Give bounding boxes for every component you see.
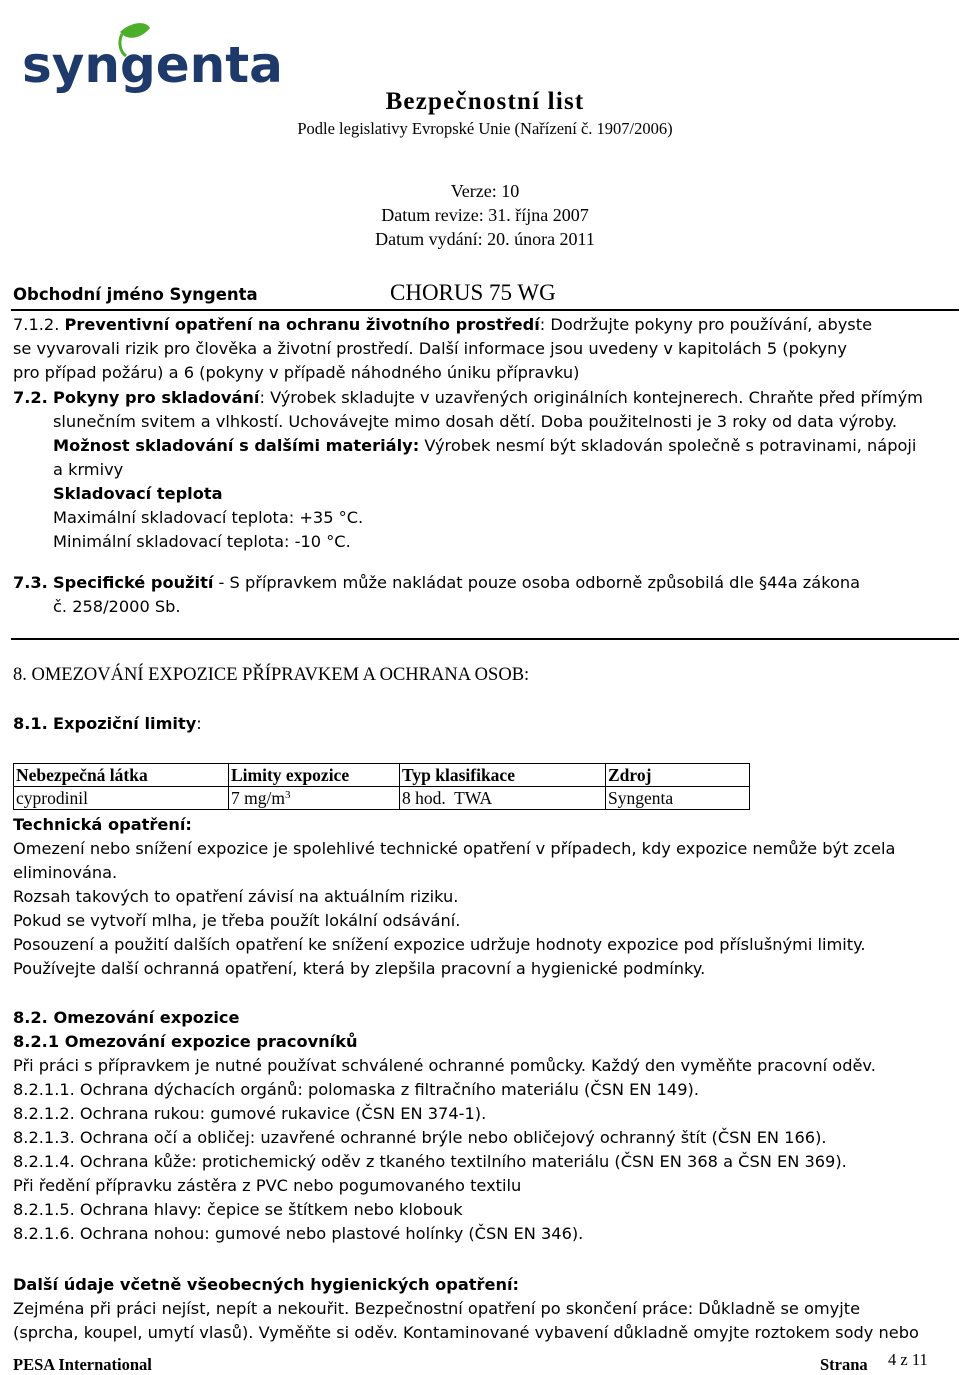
hygiene-measures: Další údaje včetně všeobecných hygienických opatření: Zejména při práci nejíst, nepít a nekouřit. Bezpečnostní opatření po skončení práce: Důkladně se omyjte (sprcha, koupel, umytí vlasů). Vyměňte si oděv. Kontaminované vybavení důkladně omyjte roztokem sody nebo: [13, 1273, 955, 1345]
table-cell-type: 8 hod. TWA: [400, 787, 606, 810]
storage-temp-max: Maximální skladovací teplota: +35 °C.: [53, 508, 364, 527]
logo-text: syngenta: [22, 36, 283, 94]
storage-possibility-label: Možnost skladování s dalšími materiály:: [53, 436, 420, 455]
section-8-2-heading: 8.2. Omezování expozice: [13, 1008, 240, 1027]
section-8-1-heading: 8.1. Expoziční limity:: [13, 714, 202, 733]
hygiene-label: Další údaje včetně všeobecných hygienických opatření:: [13, 1275, 520, 1294]
section-8-heading: 8. OMEZOVÁNÍ EXPOZICE PŘÍPRAVKEM A OCHRANA OSOB:: [13, 665, 530, 685]
storage-temp-min: Minimální skladovací teplota: -10 °C.: [53, 532, 351, 551]
table-header-cell: Zdroj: [606, 764, 750, 787]
trade-name-label: Obchodní jméno Syngenta: [13, 285, 258, 304]
section-7-1-2-label: Preventivní opatření na ochranu životního prostředí: [64, 315, 540, 334]
version: Verze: 10: [450, 181, 520, 201]
table-header-cell: Typ klasifikace: [400, 764, 606, 787]
table-header-cell: Limity expozice: [229, 764, 400, 787]
footer-company: PESA International: [13, 1355, 152, 1374]
technical-measures: Technická opatření: Omezení nebo snížení expozice je spolehlivé technické opatření v případech, kdy expozice nemůže být zcela eliminována. Rozsah takových to opatření závisí na aktuálním riziku. Pokud se vytvoří mlha, je třeba použít lokální odsávání. Posouzení a použití dalších opatření ke snížení expozice udržuje hodnoty expozice pod příslušnými limity. Používejte další ochranná opatření, která by zlepšila pracovní a hygienické podmínky.: [13, 813, 941, 981]
exposure-limits-table: [13, 763, 750, 810]
table-header-cell: Nebezpečná látka: [14, 764, 229, 787]
section-7-1-2: 7.1.2. Preventivní opatření na ochranu životního prostředí: Dodržujte pokyny pro používání, abyste se vyvarovali rizik pro člověka a životní prostředí. Další informace jsou uvedeny v kapitolách 5 (pokyny pro případ požáru) a 6 (pokyny v případě náhodného úniku přípravku): [13, 315, 873, 382]
document-subtitle: Podle legislativy Evropské Unie (Nařízení č. 1907/2006): [297, 119, 673, 138]
trade-name: CHORUS 75 WG: [390, 280, 556, 305]
section-8-2-1-heading: 8.2.1 Omezování expozice pracovníků: [13, 1032, 358, 1051]
section-7-3: 7.3. Specifické použití - S přípravkem může nakládat pouze osoba odborně způsobilá dle §44a zákona č. 258/2000 Sb.: [13, 573, 861, 616]
footer-page-label: Strana: [820, 1355, 868, 1374]
storage-temp-label: Skladovací teplota: [53, 484, 223, 503]
section-7-3-label: Specifické použití: [52, 573, 214, 592]
syngenta-logo: [18, 22, 283, 94]
section-7-2: 7.2. Pokyny pro skladování: Výrobek skladujte v uzavřených originálních kontejnerech. Chraňte před přímým slunečním svitem a vlhkostí. Uchovávejte mimo dosah dětí. Doba použitelnosti je 3 roky od data výroby. Možnost skladování s dalšími materiály: Výrobek nesmí být skladován společně s potravinami, nápoji a krmivy Skladovací teplota Maximální skladovací teplota: +35 °C. Minimální skladovací teplota: -10 °C.: [13, 386, 941, 554]
table-row: [14, 787, 750, 810]
issue-date: Datum vydání: 20. února 2011: [375, 229, 595, 249]
table-cell-substance: cyprodinil: [14, 787, 229, 810]
footer-page-number: 4 z 11: [888, 1350, 928, 1369]
table-cell-source: Syngenta: [606, 787, 750, 810]
document-title: Bezpečnostní list: [385, 88, 585, 115]
section-8-2: 8.2. Omezování expozice 8.2.1 Omezování expozice pracovníků Při práci s přípravkem je nutné používat schválené ochranné pomůcky. Každý den vyměňte pracovní oděv. 8.2.1.1. Ochrana dýchacích orgánů: polomaska z filtračního materiálu (ČSN EN 149). 8.2.1.2. Ochrana rukou: gumové rukavice (ČSN EN 374-1). 8.2.1.3. Ochrana očí a obličej: uzavřené ochranné brýle nebo obličejový ochranný štít (ČSN EN 166). 8.2.1.4. Ochrana kůže: protichemický oděv z tkaného textilního materiálu (ČSN EN 368 a ČSN EN 369). Při ředění přípravku zástěra z PVC nebo pogumovaného textilu 8.2.1.5. Ochrana hlavy: čepice se štítkem nebo klobouk 8.2.1.6. Ochrana nohou: gumové nebo plastové holínky (ČSN EN 346).: [13, 1006, 941, 1246]
table-header-row: [14, 764, 750, 787]
section-7-2-label: Pokyny pro skladování: [52, 388, 260, 407]
table-cell-limit: 7 $mg/m^3$: [229, 787, 400, 810]
revision-date: Datum revize: 31. října 2007: [381, 205, 589, 225]
technical-measures-label: Technická opatření:: [13, 815, 192, 834]
header-rule: [11, 309, 959, 311]
section-8-rule: [11, 638, 959, 640]
